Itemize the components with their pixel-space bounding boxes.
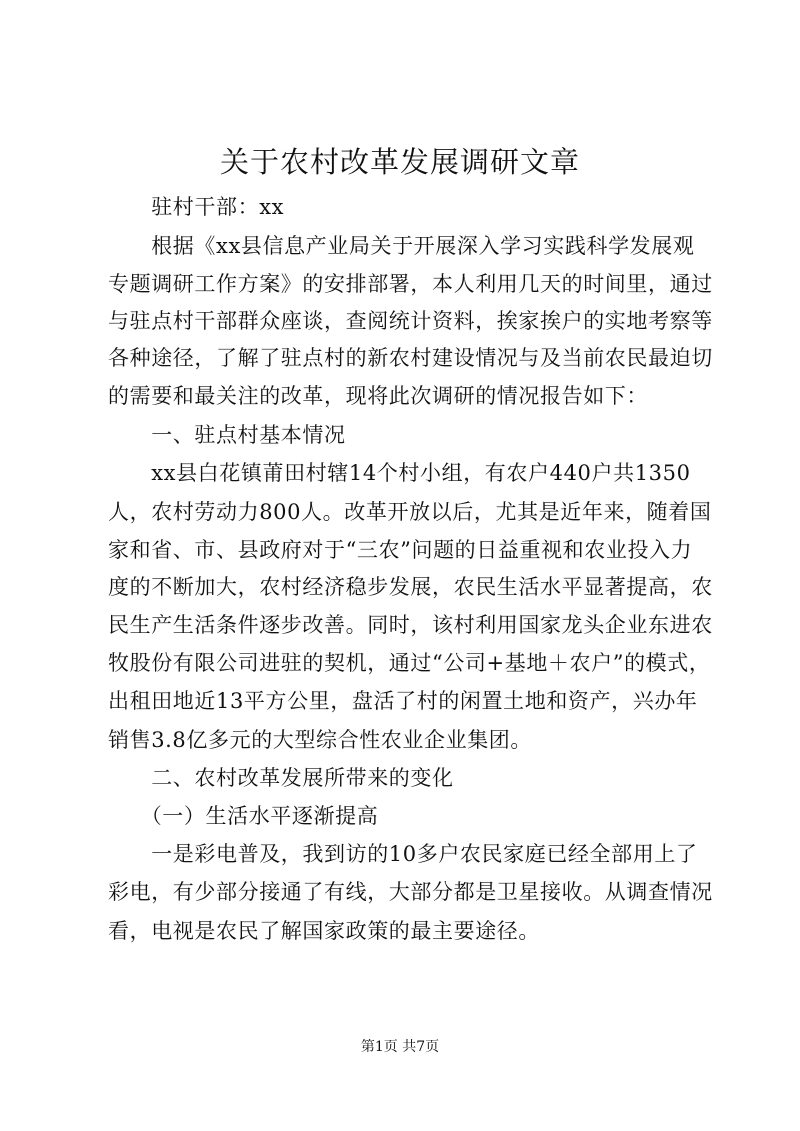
text-line: 度的不断加大，农村经济稳步发展，农民生活水平显著提高，农 xyxy=(108,575,713,599)
page-number: 第1页 共7页 xyxy=(360,1039,440,1055)
text-line: 看，电视是农民了解国家政策的最主要途径。 xyxy=(108,919,540,943)
text-line: 驻村干部：xx xyxy=(108,195,285,219)
text-line: 二、农村改革发展所带来的变化 xyxy=(108,766,454,790)
text-line: 出租田地近13平方公里，盘活了村的闲置土地和资产，兴办年 xyxy=(108,689,698,713)
text-line: 销售3.8亿多元的大型综合性农业企业集团。 xyxy=(108,728,532,752)
document-title: 关于农村改革发展调研文章 xyxy=(219,145,580,179)
text-line: 家和省、市、县政府对于“三农”问题的日益重视和农业投入力 xyxy=(108,538,693,562)
text-line: 彩电，有少部分接通了有线，大部分都是卫星接收。从调查情况 xyxy=(108,880,713,904)
text-line: 民生产生活条件逐步改善。同时，该村利用国家龙头企业东进农 xyxy=(108,613,713,637)
text-line: 根据《xx县信息产业局关于开展深入学习实践科学发展观 xyxy=(108,234,695,258)
text-line: 牧股份有限公司进驻的契机，通过“公司+基地＋农户”的模式， xyxy=(108,651,711,675)
text-line: 与驻点村干部群众座谈，查阅统计资料，挨家挨户的实地考察等 xyxy=(108,309,713,333)
text-line: 一是彩电普及，我到访的10多户农民家庭已经全部用上了 xyxy=(108,842,698,866)
text-line: 一、驻点村基本情况 xyxy=(108,423,346,447)
text-line: 人，农村劳动力800人。改革开放以后，尤其是近年来，随着国 xyxy=(108,500,712,524)
text-line: （一）生活水平逐渐提高 xyxy=(108,804,379,828)
text-line: 各种途径，了解了驻点村的新农村建设情况与及当前农民最迫切 xyxy=(108,346,713,370)
text-line: 专题调研工作方案》的安排部署，本人利用几天的时间里，通过 xyxy=(108,272,713,296)
text-line: 的需要和最关注的改革，现将此次调研的情况报告如下： xyxy=(108,384,648,408)
text-line: xx县白花镇莆田村辖14个村小组，有农户440户共1350 xyxy=(108,461,691,485)
